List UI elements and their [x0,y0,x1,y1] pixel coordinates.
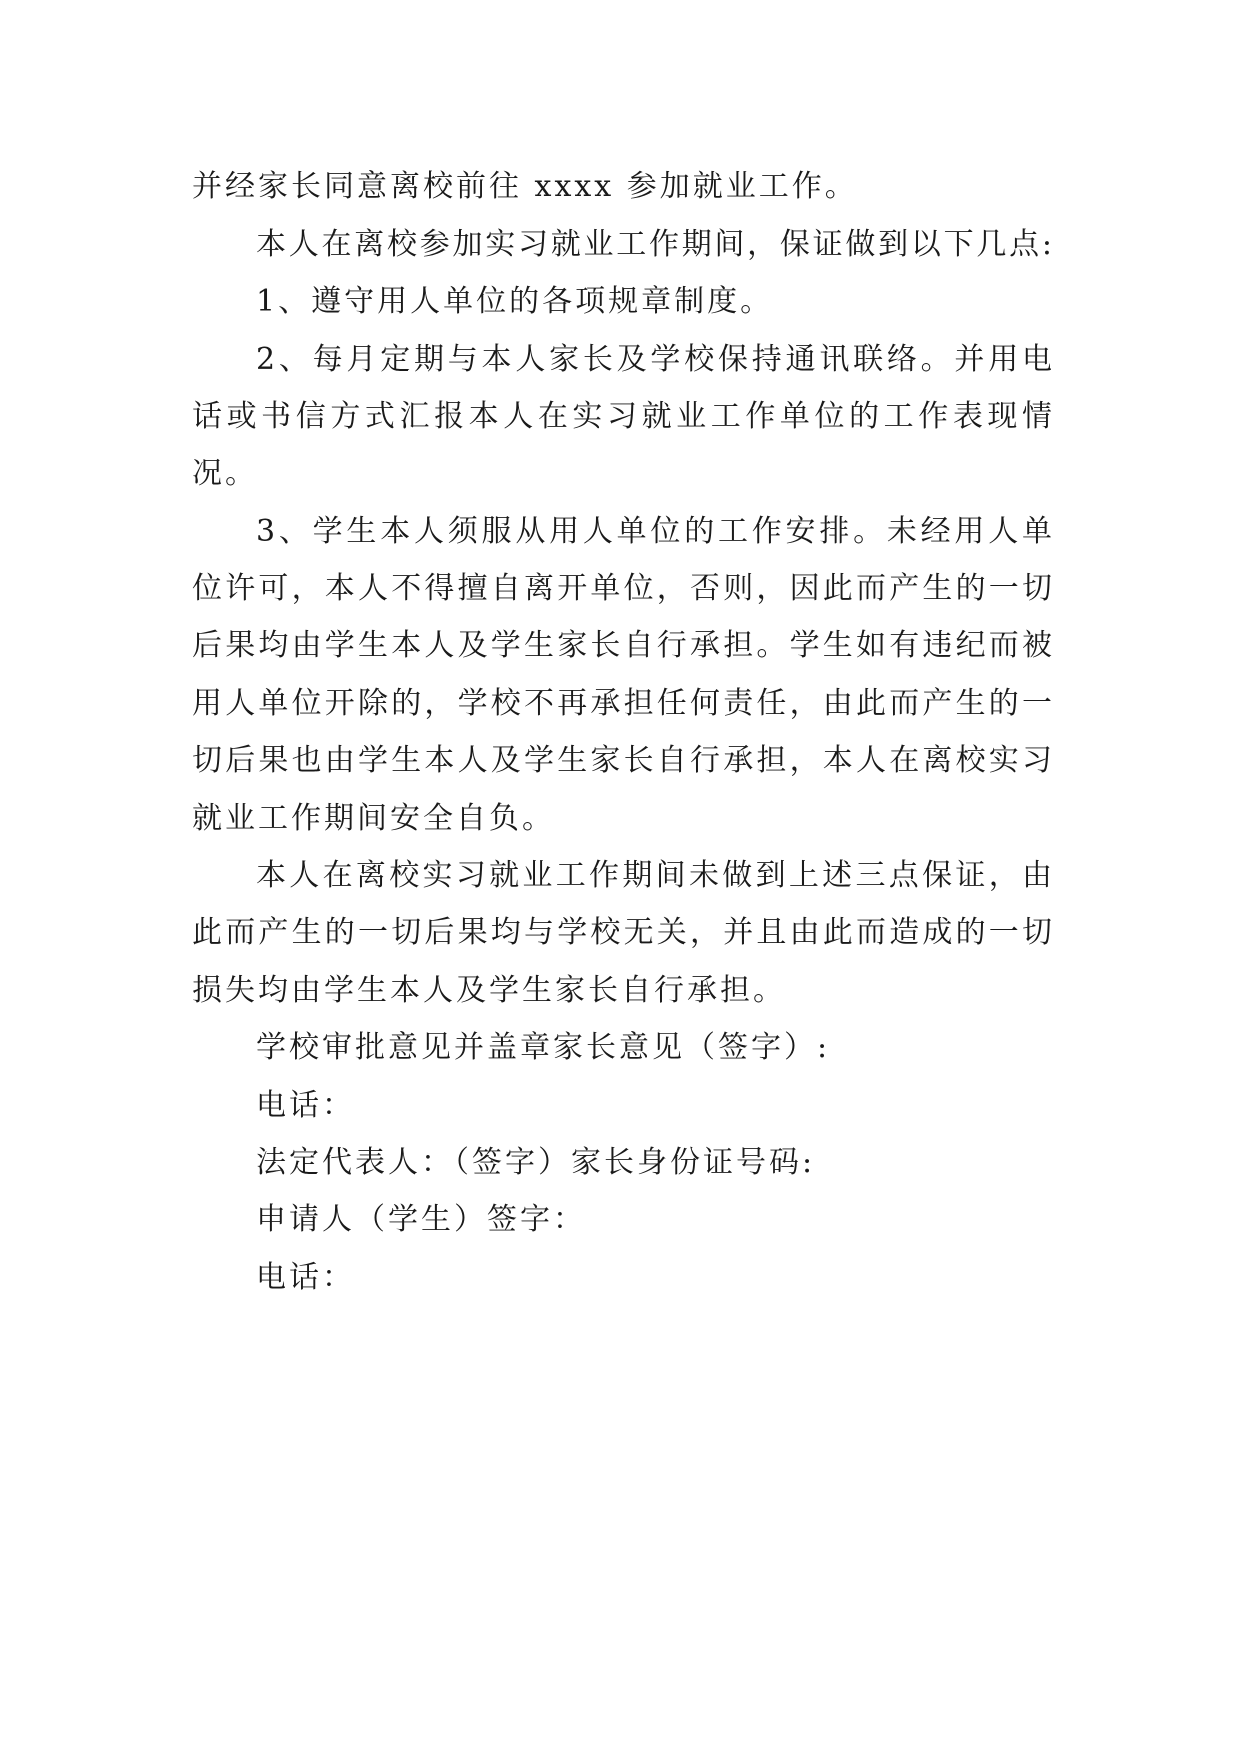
clause-3-line-4: 用人单位开除的，学校不再承担任何责任，由此而产生的一 [192,686,1052,721]
phone-line-2: 电话： [256,1260,355,1295]
clause-1-line: 1、遵守用人单位的各项规章制度。 [256,284,774,319]
clause-2-line-3: 况。 [192,456,258,491]
clause-3-line-3: 后果均由学生本人及学生家长自行承担。学生如有违纪而被 [192,628,1052,663]
approval-signature-line: 学校审批意见并盖章家长意见（签字）: [256,1030,831,1065]
clause-2-line-2: 话或书信方式汇报本人在实习就业工作单位的工作表现情 [192,399,1052,434]
clause-2-line-1: 2、每月定期与本人家长及学校保持通讯联络。并用电 [256,342,1052,377]
guarantee-line-1: 本人在离校实习就业工作期间未做到上述三点保证，由 [256,858,1052,893]
applicant-signature-line: 申请人（学生）签字： [256,1202,586,1237]
paragraph-line-2: 本人在离校参加实习就业工作期间，保证做到以下几点: [256,227,1052,262]
clause-3-line-6: 就业工作期间安全自负。 [192,801,555,836]
legal-rep-id-line: 法定代表人：（签字）家长身份证号码: [256,1145,816,1180]
clause-3-line-1: 3、学生本人须服从用人单位的工作安排。未经用人单 [256,514,1052,549]
clause-3-line-5: 切后果也由学生本人及学生家长自行承担，本人在离校实习 [192,743,1052,778]
paragraph-line-1: 并经家长同意离校前往 xxxx 参加就业工作。 [192,169,858,204]
guarantee-line-2: 此而产生的一切后果均与学校无关，并且由此而造成的一切 [192,915,1052,950]
clause-3-line-2: 位许可，本人不得擅自离开单位，否则，因此而产生的一切 [192,571,1052,606]
guarantee-line-3: 损失均由学生本人及学生家长自行承担。 [192,973,786,1008]
phone-line-1: 电话： [256,1088,355,1123]
